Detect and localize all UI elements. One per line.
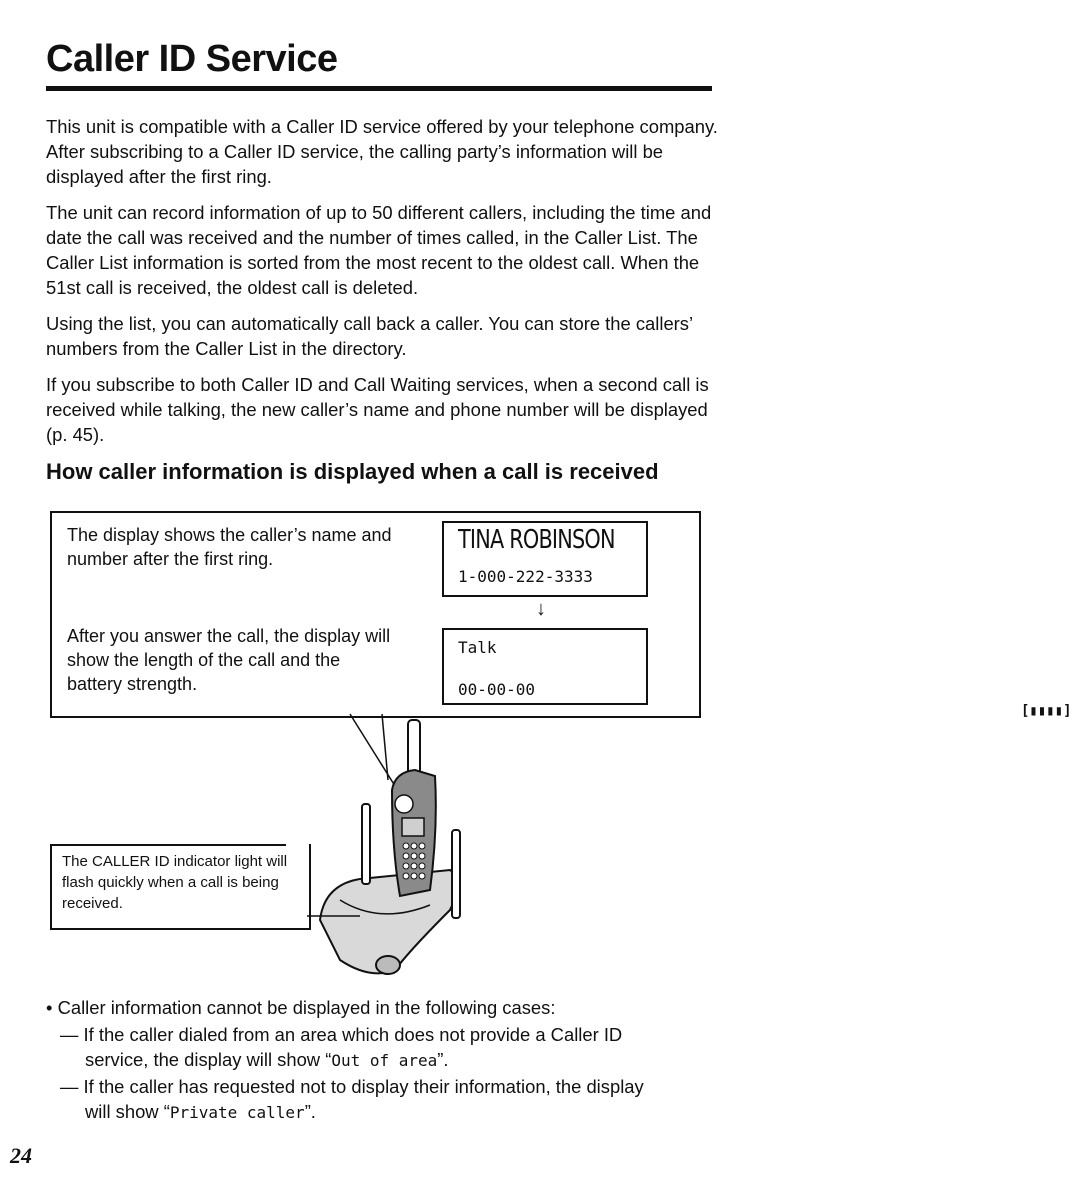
bullet-icon: • bbox=[46, 997, 53, 1018]
caller-name: TINA ROBINSON bbox=[458, 525, 615, 555]
talk-status: Talk bbox=[458, 638, 497, 657]
note-intro bbox=[46, 995, 555, 1020]
caller-display-screen bbox=[442, 521, 648, 597]
callout-text: The CALLER ID indicator light will flash quickly when a call is being received. bbox=[62, 853, 288, 912]
base-indicator bbox=[376, 956, 400, 974]
page-title: Caller ID Service bbox=[46, 38, 338, 80]
caption-first-ring: The display shows the caller’s name and number after the first ring. bbox=[67, 525, 392, 569]
paragraph-call-back: Using the list, you can automatically call back a caller. You can store the callers’ numbers from the Caller List in the directory. bbox=[46, 313, 693, 359]
page-number: 24 bbox=[10, 1143, 32, 1168]
handset-earpiece bbox=[395, 795, 413, 813]
base-antenna-left bbox=[362, 804, 370, 884]
paragraph-compatibility: This unit is compatible with a Caller ID service offered by your telephone company. After subscribing to a Caller ID service, the calling party’s information will be displayed after the first ring. bbox=[46, 116, 718, 187]
title-rule bbox=[46, 86, 712, 91]
note-case2-text: will show “ bbox=[85, 1101, 170, 1122]
note-case1-line1: — If the caller dialed from an area which does not provide a Caller ID bbox=[60, 1024, 623, 1045]
paragraph-call-waiting: If you subscribe to both Caller ID and Call Waiting services, when a second call is received while talking, the new caller’s name and phone number will be displayed (p. 45). bbox=[46, 374, 709, 445]
section-heading: How caller information is displayed when a call is received bbox=[46, 459, 659, 484]
caller-number: 1-000-222-3333 bbox=[458, 567, 593, 586]
private-caller-code: Private caller bbox=[169, 1103, 305, 1122]
note-case2-line2 bbox=[85, 1099, 316, 1125]
note-intro-text: Caller information cannot be displayed in the following cases: bbox=[57, 997, 556, 1018]
cordless-phone-illustration bbox=[300, 700, 490, 990]
base-antenna-right bbox=[452, 830, 460, 918]
note-case2-end: ”. bbox=[304, 1101, 316, 1122]
paragraph-caller-list: The unit can record information of up to 50 different callers, including the time and date the call was received and the number of times called, in the Caller List. The Caller List information is sorted from the most recent to the oldest call. When the 51st call is received, the oldest call is deleted. bbox=[46, 202, 712, 298]
note-case1-end: ”. bbox=[437, 1049, 449, 1070]
note-case1-text: service, the display will show “ bbox=[85, 1049, 332, 1070]
note-case2-line1: — If the caller has requested not to display their information, the display bbox=[60, 1076, 644, 1097]
talk-display-screen bbox=[442, 628, 1072, 719]
out-of-area-code: Out of area bbox=[331, 1051, 438, 1070]
down-arrow-icon: ↓ bbox=[536, 598, 546, 620]
note-case1-line2 bbox=[85, 1047, 449, 1073]
call-duration: 00-00-00 bbox=[458, 680, 536, 699]
battery-indicator: [▮▮▮▮] bbox=[1021, 703, 1072, 719]
handset-screen bbox=[402, 818, 424, 836]
caption-after-answer: After you answer the call, the display will show the length of the call and the battery strength. bbox=[67, 626, 391, 694]
